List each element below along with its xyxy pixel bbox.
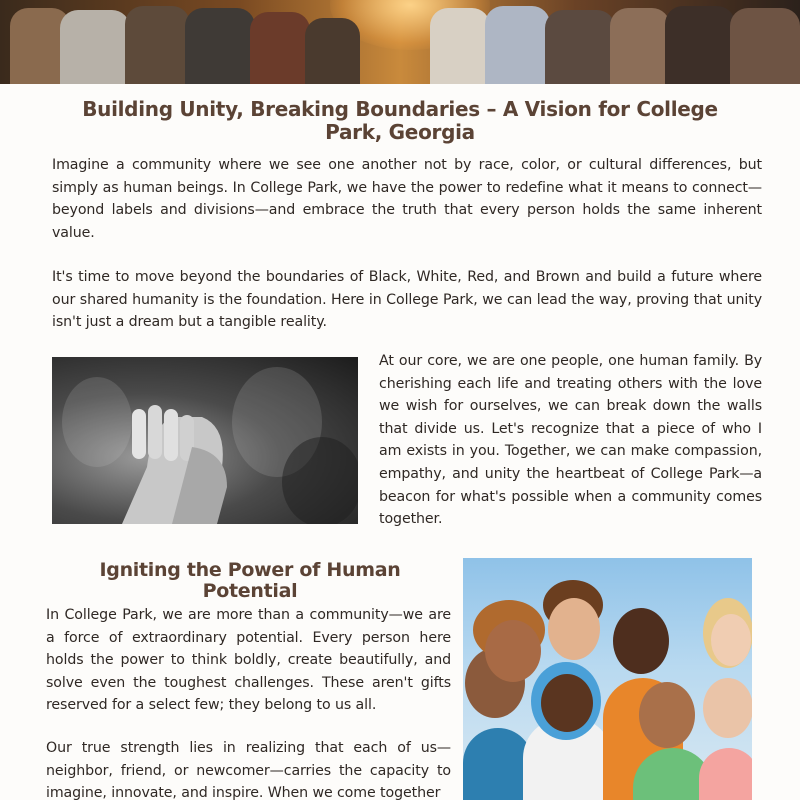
boundaries-paragraph: It's time to move beyond the boundaries of Black, White, Red, and Brown and build a future where our shared humanity is the foundation. Here in College Park, we can lead the way, proving that unity isn't just a dream but a tangible reality. bbox=[52, 269, 762, 331]
page-title: Building Unity, Breaking Boundaries – A Vision for College Park, Georgia bbox=[82, 97, 718, 144]
person-silhouette bbox=[610, 8, 670, 84]
strength-paragraph: Our true strength lies in realizing that each of us—neighbor, friend, or newcomer—carries the capacity to imagine, innovate, and inspire. When we come together bbox=[46, 740, 451, 800]
person-silhouette bbox=[60, 10, 130, 84]
person-silhouette bbox=[545, 10, 615, 84]
one-family-paragraph: At our core, we are one people, one human family. By cherishing each life and treating others with the love we wish for ourselves, we can break down the walls that divide us. Let's recognize that a piece of who I am exists in you. Together, we can make compassion, empathy, and unity the heartbeat of College Park—a beacon for what's possible when a community comes together. bbox=[379, 353, 762, 528]
hero-group-photo bbox=[0, 0, 800, 84]
person-torso bbox=[699, 748, 752, 800]
person-silhouette bbox=[305, 18, 360, 84]
person-silhouette bbox=[185, 8, 255, 84]
person-silhouette bbox=[730, 8, 800, 84]
person-face bbox=[485, 620, 541, 682]
hands-icon bbox=[52, 357, 358, 524]
intro-paragraph: Imagine a community where we see one another not by race, color, or cultural differences, but simply as human beings. In College Park, we have the power to redefine what it means to connect—beyond labels and divisions—and embrace the truth that every person holds the same inherent value. bbox=[52, 157, 762, 241]
person-face bbox=[639, 682, 695, 748]
smiling-group-photo bbox=[463, 558, 752, 800]
person-silhouette bbox=[125, 6, 190, 84]
person-face bbox=[711, 614, 751, 666]
person-silhouette bbox=[665, 6, 735, 84]
person-silhouette bbox=[485, 6, 550, 84]
person-face bbox=[703, 678, 752, 738]
person-face bbox=[541, 674, 593, 732]
clasped-hands-photo bbox=[52, 357, 358, 524]
person-silhouette bbox=[250, 12, 310, 84]
section-subheading: Igniting the Power of Human Potential bbox=[99, 559, 401, 602]
potential-paragraph: In College Park, we are more than a community—we are a force of extraordinary potential. Every person here holds the power to think boldly, create beautifully, and solve even the toughest challenges. These aren't gifts reserved for a select few; they belong to us all. bbox=[46, 607, 451, 714]
person-silhouette bbox=[430, 8, 490, 84]
person-face bbox=[613, 608, 669, 674]
person-face bbox=[548, 598, 600, 660]
